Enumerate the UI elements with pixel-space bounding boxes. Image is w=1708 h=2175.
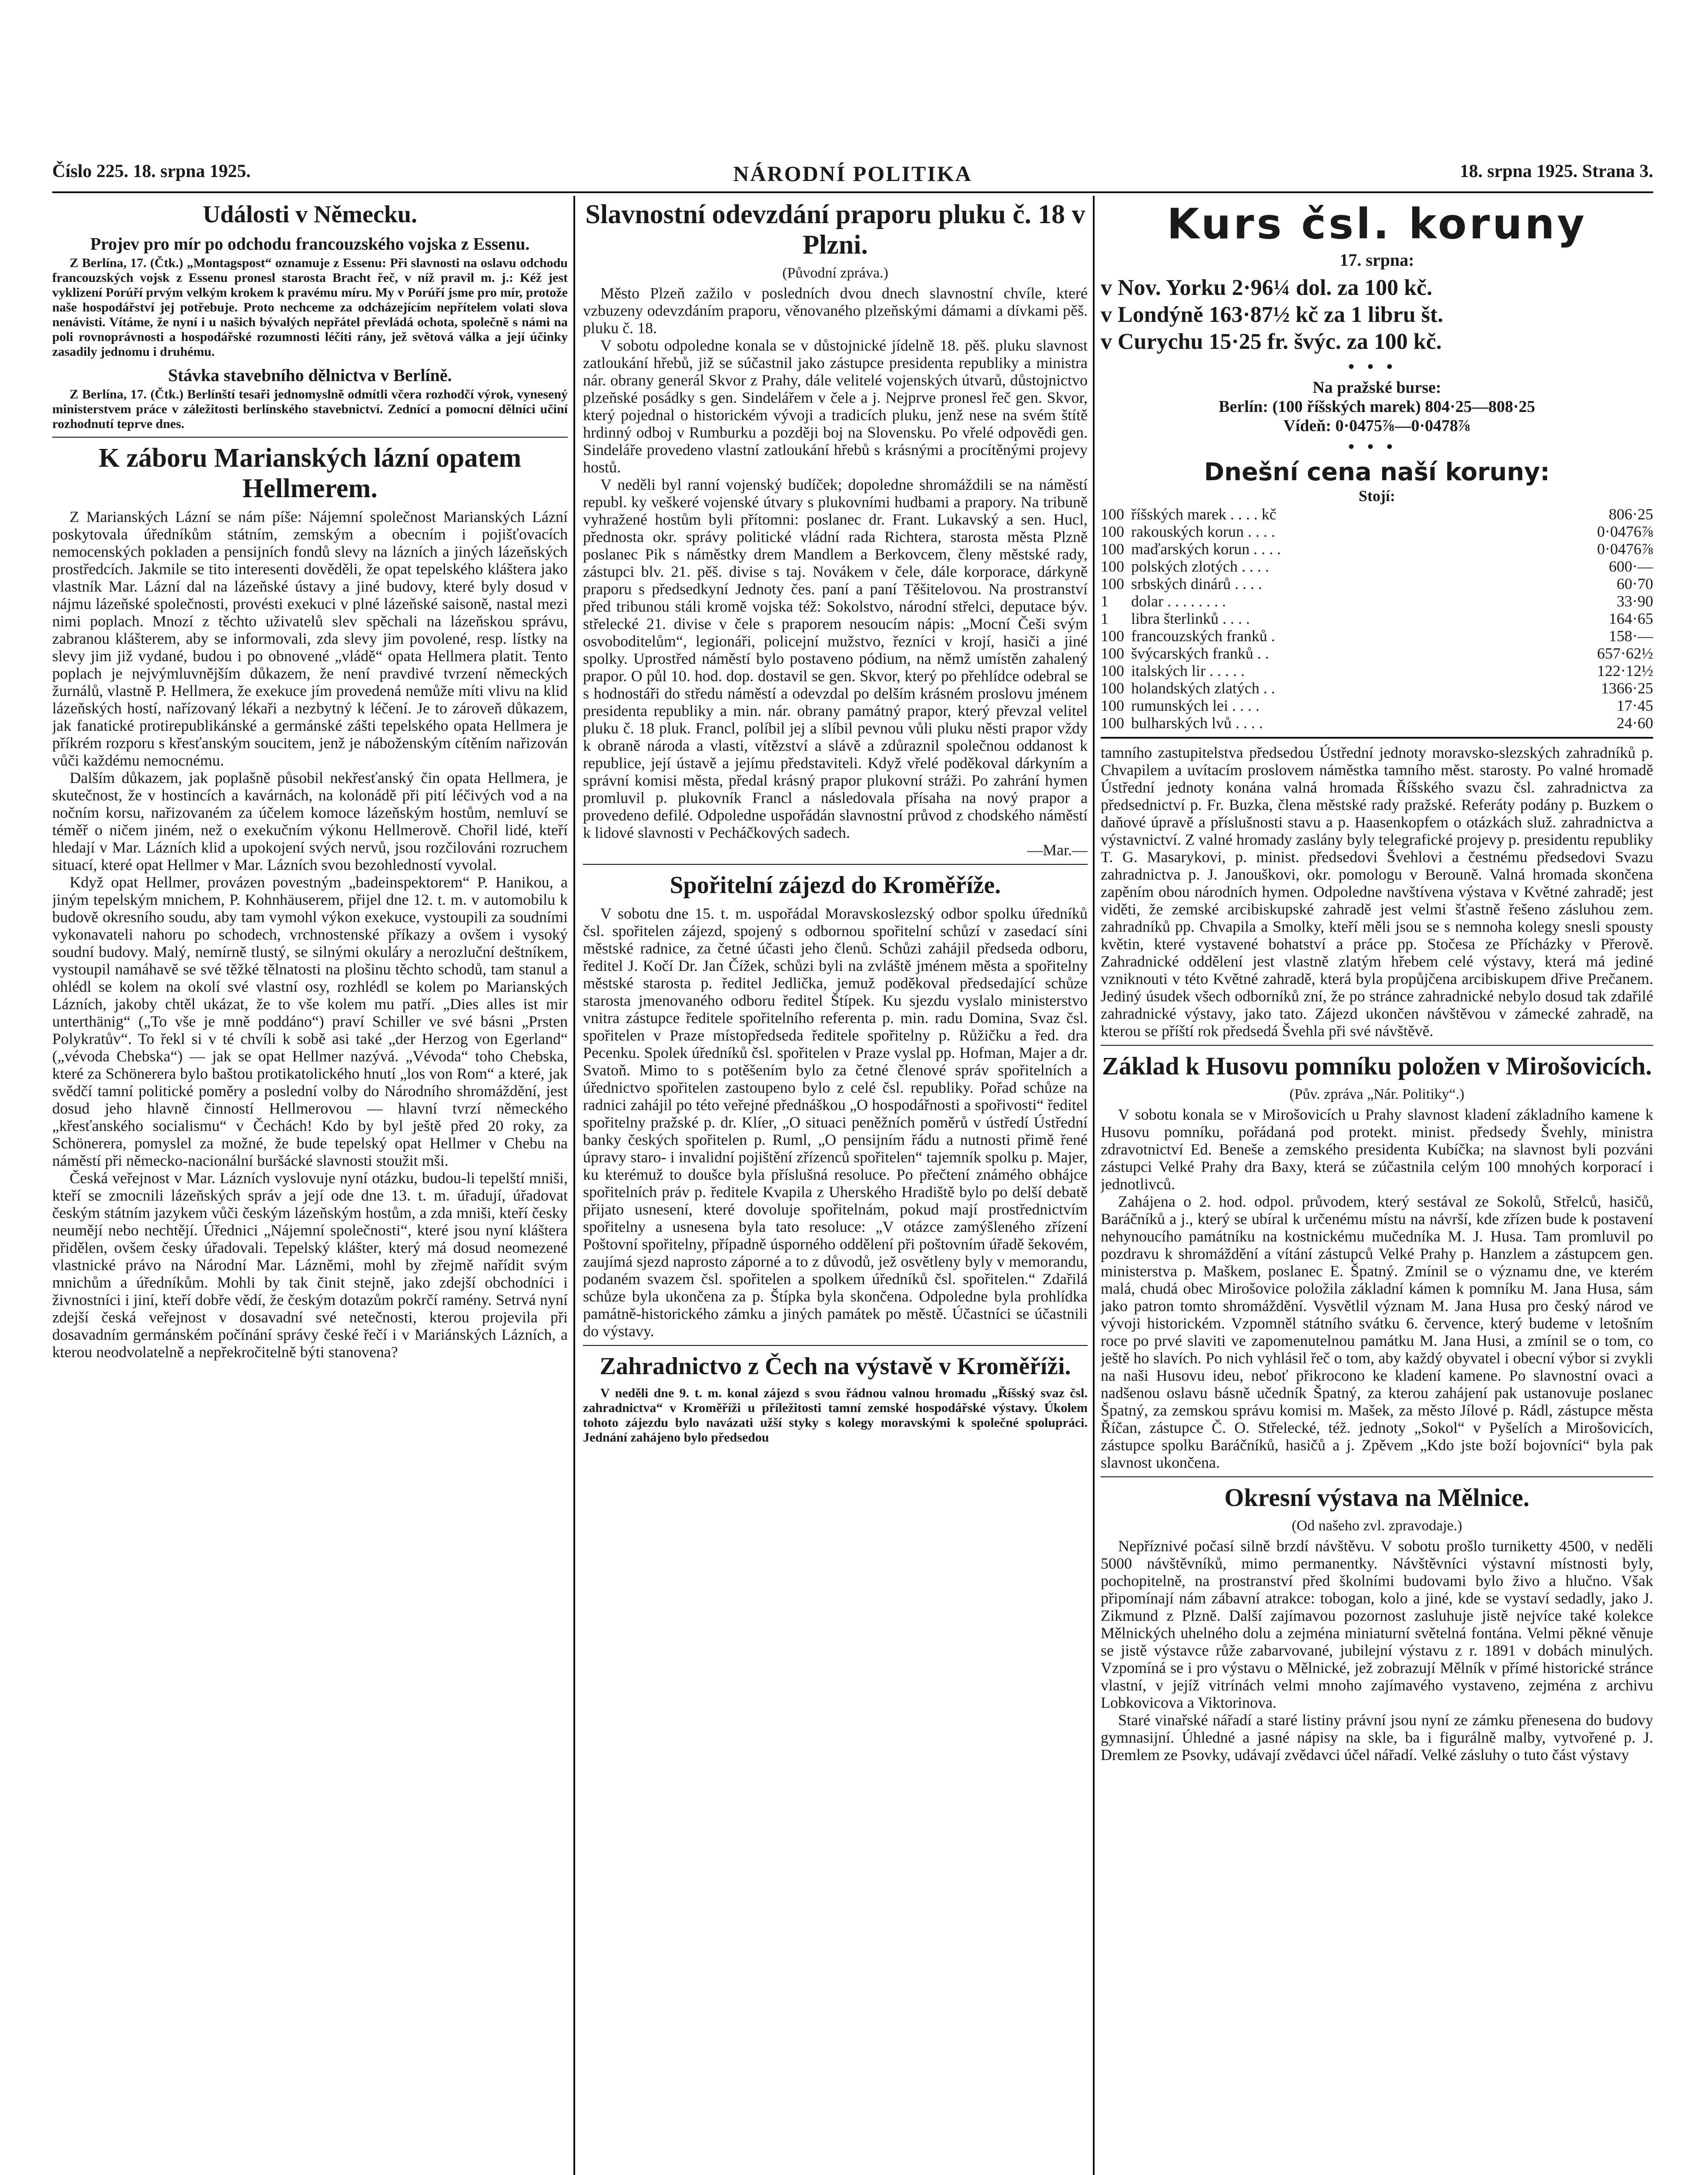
ornament-dots: •••	[1348, 357, 1406, 376]
article-divider	[583, 1345, 1088, 1346]
rates-table	[1101, 505, 1653, 732]
article-source: (Původní zpráva.)	[782, 265, 888, 281]
column-1	[52, 196, 568, 2175]
rates-title: Dnešní cena naší koruny:	[1204, 458, 1550, 486]
currency-box-title: Kurs čsl. koruny	[1167, 200, 1587, 248]
article-paragraph: V neděli dne 9. t. m. konal zájezd s svou řádnou valnou hromadu „Říšský svaz čsl. zahradnictva“ v Kroměříži u příležitosti tamní zemské hospodářské výstavy. Úkolem tohoto zájezdu bylo navázati užší styky s kolegy moravskými k společné spolupráci. Jednání zahájeno bylo předsedou	[583, 1386, 1088, 1445]
column-2	[583, 196, 1088, 2175]
article-paragraph: Když opat Hellmer, provázen povestným „badeinspektorem“ P. Hanikou, a jiným tepelským mnichem, P. Kohnhäuserem, přijel dne 12. t. m. v automobilu k budově okresního soudu, aby tam vymohl výkon exekuce, vystoupili za soudními vykonavateli nahoru po schodech, vrchnostenské příkazy a ovšem i vysoký soudní budovy. Malý, nemírně tlustý, se silnými okuláry a nerozluční deštníkem, vystoupil namáhavě se své těžké tělnatosti na plošinu těchto schodů, tam stanul a ohlédl se kolem na okolí své vlastní osy, rozhlédl se kolem po Marianských Lázních, jakoby chtěl ukázat, že to vše kolem mu patří. „Dies alles ist mir unterthänig“ („To vše je mně poddáno“) praví Schiller ve své básni „Prsten Polykratův“. To řekl si v té chvíli k sobě asi také „der Herzog von Egerland“ („vévoda Chebska“) — jak se opat Hellmer nazývá. „Vévoda“ toho Chebska, které za Schönerera bylo baštou protikatolického hnutí „los von Rom“ a které, jak svědčí tamní politické poměry a poslední volby do Národního shromáždění, jest dosud jeho hlavně činností Hellmerovou — hlavní tvrzí německého „křesťanského socialismu“ v Čechách! Kdo by byl ještě před 20 roky, za Schönerera, pomyslel za možné, že bude tepelský opat Hellmer v Chebu na náměstí při německo-nacionální buršácké slavnosti stoužit mši.	[52, 873, 568, 1169]
article-title: Základ k Husovu pomníku položen v Mirošovicích.	[1102, 1052, 1652, 1080]
article-divider	[1101, 1476, 1653, 1477]
exchange-rate-line: v Londýně 163·87½ kč za 1 libru št.	[1101, 302, 1443, 327]
article-title: Stávka stavebního dělnictva v Berlíně.	[168, 365, 452, 385]
masthead-title: NÁRODNÍ POLITIKA	[733, 161, 972, 186]
article-source: (Pův. zpráva „Nár. Politiky“.)	[1289, 1086, 1464, 1102]
article-paragraph: Nepříznivé počasí silně brzdí návštěvu. V sobotu prošlo turniketty 4500, v neděli 5000 návštěvníků, mimo permanentky. Návštěvníci výstavní místnosti byly, pochopitelně, na prostranství před školními budovami bylo živo a hlučno. Však připomínají nám zábavní atrakce: tobogan, kolo a jiné, kde se vystaví sedadly, jako J. Zikmund z Plzně. Další zajímavou pozornost zasluhuje jistě nejvíce také kolekce Mělnických uhelného dolu a zejména miniaturní světelná fontána. Velmi pěkné věnuje se jistě výstavce růže zabarvované, jubilejní výstavu z r. 1891 v dobách minulých. Vzpomíná se i pro výstavu o Mělnické, jež zobrazují Mělník v přímé historické stránce vlastní, v jejíž vitrínách velmi mnoho zajímavého vystaveno, zejména z archivu Lobkovicova a Viktorinova.	[1101, 1537, 1653, 1711]
article-paragraph: V sobotu odpoledne konala se v důstojnické jídelně 18. pěš. pluku slavnost zatloukání hřebů, již se súčastnil jako zástupce presidenta republiky a ministra nár. obrany generál Skvor z Prahy, dále velitelé vojenských útvarů, důstojnictvo plzeňské posádky s gen. Sindelářem v čele a j. Nejprve pronesl řeč gen. Skvor, který pojednal o historickém vývoji a tradicích pluku, jenž nese na svém štítě hrdinný odboj v Rumburku a později boj na Slovensku. Po vřelé odpovědi gen. Sindeláře provedeno vlastní zatloukání hřebů s krásnými a procítěnými projevy hostů.	[583, 337, 1088, 476]
article-title: K záboru Marianských lázní opatem Hellmerem.	[98, 443, 522, 503]
burse-title: Na pražské burse:	[1313, 378, 1441, 397]
table-row: 100 italských lir . . . . . 122·12½	[1101, 662, 1653, 679]
table-row: 1 dolar . . . . . . . . 33·90	[1101, 592, 1653, 610]
article-paragraph: Staré vinařské nářadí a staré listiny právní jsou nyní ze zámku přenesena do budovy gymnasijní. Úhledné a jasné nápisy na skle, ba i figurálně malby, vytvořené p. J. Dremlem ze Psovky, udávají zvědavci účel nářadí. Velké zásluhy o tuto část výstavy	[1101, 1711, 1653, 1763]
page-date-number: 18. srpna 1925. Strana 3.	[1460, 161, 1653, 181]
article-paragraph: tamního zastupitelstva předsedou Ústřední jednoty moravsko-slezských zahradníků p. Chvapilem a uvítacím proslovem náměstka tamního měst. starosty. Po valné hromadě Ústřední jednoty konána valná hromada Říšského svazu čsl. zahradnictva za předsednictví p. Fr. Buzka, člena městské rady pražské. Referáty podány p. Buzkem o daňové úpravě a příslušnosti stavu a p. Haasenkopfem o otázkách služ. zahradnictva a výstavnictví. Z valné hromady zaslány byly telegrafické projevy p. presidentu republiky T. G. Masarykovi, p. minist. předsedovi Švehlovi a čestnému předsedovi Svazu zahradnictva p. J. Janouškovi, okr. pomologu v Berouně. Valná hromada skončena zapěním obou národních hymen. Odpoledne navštívena výstava v Květné zahradě; jest viděti, že zemské arcibiskupské zahradě jest velmi šťastně řešeno zásluhou zem. zahradníků pp. Chvapila a Smolky, kteří měli jsou se s nemnoha kolegy snesli spousty květin, které vystavené bohatství a práce pp. Stočesa ze Přícházky v Přerově. Zahradnické oddělení jest vlastně zlatým hřebem celé výstavy, která má jediné vzniknouti v této Květné zahradě, která byla propůjčena arcibiskupem dřive Prečanem. Jediný úsudek všech odborníků zní, že po stránce zahradnické nebylo dosud tak zdařilé zahradnické výstavy, jako tato. Zájezd ukončen návštěvou v zámecké zahradě, na kterou se příští rok předsedá Švehla při své návštěvě.	[1101, 744, 1653, 1040]
burse-berlin: Berlín: (100 říšských marek) 804·25—808·25	[1219, 398, 1535, 416]
article-divider	[52, 437, 568, 438]
article-paragraph: Z Berlína, 17. (Čtk.) „Montagspost“ oznamuje z Essenu: Při slavnosti na oslavu odchodu francouzských vojsk z Essenu pronesl starosta Bracht řeč, v níž pravil m. j.: Kéž jest vyklizení Porúří prvým velkým krokem k pravému míru. My v Porúří jsme pro mír, protože naše hospodářství jej potřebuje. Proto nechceme za odcházejícím nepřítelem volati slova nenávisti. Vítáme, že nyní i u našich bývalých nepřátel převládá ochota, společně s námi na poli rovnoprávnosti a hospodářské rozumnosti léčiti rány, jež světová válka a její účinky zasadily jednomu i druhému.	[52, 256, 568, 359]
article-signature: —Mar.—	[1027, 841, 1088, 859]
article-subtitle: Projev pro mír po odchodu francouzského vojska z Essenu.	[90, 234, 530, 254]
table-row: 100 říšských marek . . . . kč 806·25	[1101, 505, 1653, 523]
table-row: 100 rakouských korun . . . . 0·0476⅞	[1101, 523, 1653, 540]
article-title: Spořitelní zájezd do Kroměříže.	[670, 872, 1001, 899]
header-rule	[52, 191, 1653, 193]
ornament-dots: •••	[1348, 437, 1406, 456]
article-paragraph: Zahájena o 2. hod. odpol. průvodem, který sestával ze Sokolů, Střelců, hasičů, Baráčníků a j., který se ubíral k určenému místu na návrší, kde zřízen bude k postavení nehynoucího památníku na kostnickému mučedníka M. J. Husa. Tam promluvil po pozdravu k shromáždění a vítání zástupců Velké Prahy p. Hanzlem a zástupcem gen. ministerstva p. Maškem, poslanec E. Špatný. Zmínil se o významu dne, ve kterém malá, chudá obec Mirošovice položila základní kámen k pomníku M. Jana Husa, sám jako patron tomto shromáždění. Vysvětlil význam M. Jana Husa pro český národ ve vývoji historickém. Vzpomněl státního svátku 6. července, který budeme v letošním roce po prvé slaviti ve zapomenutelnou památku M. Jana Husi, a zmínil se o tom, co ještě ho slavích. Po nich vyhlásil řeč o tom, aby každý obyvatel i obecní výbor si zvykli na naši Husovu ideu, neboť přikrocono ke kladení kamene. Po slavnostní ovaci a nadšenou oslavu básně učedník Špatný, za kterou zahájení pak ustanovuje poslanec Špatný, za zemskou správu komisi m. Mašek, za město Jílové p. Rádl, zástupce města Říčan, zástupce Č. O. Střelecké, též. jednoty „Sokol“ v Pyšelích a Mirošovicích, zástupce spolku Baráčníků, hasičů a j. Zpěvem „Kdo jste boží bojovníci“ byla pak slavnost ukončena.	[1101, 1193, 1653, 1471]
article-source: (Od našeho zvl. zpravodaje.)	[1292, 1518, 1462, 1534]
table-row: 100 srbských dinárů . . . . 60·70	[1101, 575, 1653, 592]
article-paragraph: Česká veřejnost v Mar. Lázních vyslovuje nyní otázku, budou-li tepelští mniši, kteří se zmocnili lázeňských správ a její ode dne 13. t. m. úřadují, úřadovat českým státním jazykem vůči českým lázeňským hostům, a zda mniši, kteří česky neumějí nebo nechtějí. Úřednici „Nájemní společnosti“, které jsou nyní kláštera přidělen, ovšem česky úřadovali. Tepelský klášter, který má dosud neomezené vlastnické právo na Národní Mar. Lázněmi, mohl by zřejmě nařídit svým mnichům a úředníkům. Mohli by tak činit stejně, jako zdejší obchodníci i živnostníci i jiní, kteří dobře vědí, že českým dotazům pokrčí ramény. Setrvá nyní zdejší česká veřejnost v dosavadní své netečnosti, kterou projevila při dosavadním germánském počínání správy české řečí i v Mariánských Lázních, a kterou neodvolatelně a nepřekročitelně býti stanovena?	[52, 1169, 568, 1361]
table-row: 1 libra šterlinků . . . . 164·65	[1101, 610, 1653, 627]
article-paragraph: V sobotu konala se v Mirošovicích u Prahy slavnost kladení základního kamene k Husovu pomníku, pořádaná pod protekt. minist. předsedy Švehly, ministra zdravotnictví Ed. Beneše a zemského presidenta Kubíčka; na slavnost byli pozváni zástupci Velké Prahy dra Baxy, která se zúčastnila celým 100 mnohých korporací i jednotlivců.	[1101, 1106, 1653, 1193]
exchange-rate-line: v Nov. Yorku 2·96¼ dol. za 100 kč.	[1101, 275, 1433, 300]
article-title: Zahradnictvo z Čech na výstavě v Kroměříži.	[599, 1353, 1071, 1380]
currency-date: 17. srpna:	[1340, 250, 1414, 270]
article-paragraph: Město Plzeň zažilo v posledních dvou dnech slavnostní chvíle, které vzbuzeny odevzdáním praporu, věnovaného plzeňskými dámami a dívkami pěš. pluku č. 18.	[583, 284, 1088, 337]
table-row: 100 rumunských lei . . . . 17·45	[1101, 697, 1653, 714]
column-divider-2	[1093, 196, 1095, 2175]
column-divider-1	[573, 196, 575, 2175]
article-title: Slavnostní odevzdání praporu pluku č. 18 v Plzni.	[585, 200, 1085, 260]
page-header	[52, 161, 1653, 187]
article-paragraph: V neděli byl ranní vojenský budíček; dopoledne shromáždili se na náměstí republ. ky veškeré vojenské útvary s plukovními hudbami a prapory. Na tribuně vyhražené hostům byli přítomni: poslanec dr. Frant. Lukavský a sen. Hucl, přednosta okr. správy politické vládní rada Richtera, starosta města Plzně poslanec Pik s náměstky drem Mandlem a Berkovcem, členy městské rady, zástupci blv. 21. pěš. divise s taj. Novákem v čele, dále korporace, dárkyně praporu s předsedkyní Jednoty čes. paní a paní Těšitelovou. Na prostranství před tribunou stáli kromě vojska též: Sokolstvo, národní střelci, deputace býv. střelecké 21. divise v čele s praporem nesoucím nápis: „Mocní Češi svým osvoboditelům“, legionáři, policejní mužstvo, řezníci v krojí, hasiči a jiné spolky. Uprostřed náměstí bylo postaveno pódium, na němž umístěn zahalený prapor. O půl 10. hod. dop. dostavil se gen. Skvor, který po přehlídce odebral se s hodnostáři do středu náměstí a odevzdal po delším krásném proslovu jménem presidenta republiky a min. nár. obrany památný prapor, který převzal velitel pluku č. 18 pluk. Francl, políbil jej a slíbil pevnou vůli pluku něsti prapor vždy k obraně národa a vlasti, vítězství a slávě a zdůraznil společnou oddanost k republice, její ústavě a jejímu představiteli. Když vřelé poděkoval dárkyním a správní komisi města, předal krásný prapor plukovní stráži. Po zahrání hymen promluvil p. plukovník Francl a následovala přísaha na nový prapor a provedeno defilé. Odpoledne uspořádán slavnostní průvod z chodského náměstí k lidové slavnosti v Pecháčkových sadech.	[583, 476, 1088, 841]
table-row: 100 francouzských franků . 158·—	[1101, 627, 1653, 645]
article-title: Události v Německu.	[202, 201, 418, 228]
article-title: Okresní výstava na Mělnice.	[1224, 1483, 1530, 1512]
box-divider	[1101, 737, 1653, 739]
article-paragraph: Dalším důkazem, jak poplašně působil nekřesťanský čin opata Hellmera, je skutečnost, že v hostincích a kavárnách, na kolonádě při pití léčivých vod a na nočním korsu, nařizovaném za účelem komoce lázeňským hostům, nemluví se téměř o ničem jiném, než o exekučním výkonu Hellmerově. Chořil lidé, kteří hledají v Mar. Lázních klid a upokojení svých nervů, jsou rozčilováni rozruchem situací, které opat Hellmer v Mar. Lázních svou bezohledností vyvolal.	[52, 769, 568, 873]
table-row: 100 švýcarských franků . . 657·62½	[1101, 645, 1653, 662]
burse-vienna: Vídeň: 0·0475⅞—0·0478⅞	[1283, 417, 1470, 435]
exchange-rate-line: v Curychu 15·25 fr. švýc. za 100 kč.	[1101, 329, 1442, 354]
table-row: 100 bulharských lvů . . . . 24·60	[1101, 714, 1653, 732]
article-paragraph: Z Berlína, 17. (Čtk.) Berlínští tesaři jednomyslně odmítli včera rozhodčí výrok, vynesený ministerstvem práce v záležitosti berlínského stavebnictví. Zednící a pomocní dělníci učiní rozhodnutí teprve dnes.	[52, 387, 568, 431]
column-3	[1101, 196, 1653, 2175]
rates-subtitle: Stojí:	[1359, 487, 1395, 505]
article-divider	[1101, 1045, 1653, 1046]
issue-number: Číslo 225. 18. srpna 1925.	[52, 161, 251, 181]
article-paragraph: V sobotu dne 15. t. m. uspořádal Moravskoslezský odbor spolku úředníků čsl. spořitelen zájezd, spojený s odbornou spořitelní schůzí v zasedací síni městské radnice, za četné účasti jeho členů. Schůzi zahájil předseda odboru, ředitel J. Kočí Dr. Jan Čížek, schůzi byli na zvláště jménem města a spořitelny městské starosta p. ředitel Jedlička, jemuž poděkoval předsedající schůze starosta jmenovaného odboru ředitel Štípek. Ku sjezdu vyslalo ministerstvo vnitra zástupce ředitele spořitelního referenta p. min. radu Domina, Svaz čsl. spořitelen v Praze místopředseda ředitele spořitelny p. Růžičku a řed. dra Pecenku. Spolek úředníků čsl. spořitelen v Praze vyslal pp. Hofman, Majer a dr. Svatoň. Mimo to s potěšením bylo za četné členové správ spořitelních a úřednictvo spořitelen zastoupeno bylo z celé čsl. republiky. Pořad schůze na radnici zahájil po této veřejné přednáškou „O hospodářnosti a spořivosti“ ředitel spořitelny pražské p. dr. Klíer, „O situaci peněžních poměrů v ústředí Ústřední banky českých spořitelen p. Ruml, „O pensijním řádu a nutnosti přimě řené úpravy staro- i invalidní pojištění zřízenců spořitelen“ tajemník spolku p. Majer, ku kterémuž to doušce byla příslušná resoluce. Po přečtení známého obhájce spořitelních práv p. ředitele Kvapila z Uherského Hradiště bylo po delší debatě přijato usnesení, které dovoluje spořitelnám, pokud mají prostřednictvím spořitelny a usnesena byla tato resoluce: „V otázce zamýšleného zřízení Poštovní spořitelny, případně úsporného oddělení při poštovním úřadě šekovém, zaujímá sjezd naprosto záporné a to z důvodů, jež osvětleny byly v memorandu, podaném svazem čsl. spořitelen a spolkem úředníků čsl. spořitelen.“ Zdařilá schůze byla ukončena za p. Štípka byla skončena. Odpoledne byla prohlídka památně-historického zámku a jiných památek po městě. Účastníci se účastnili do výstavy.	[583, 905, 1088, 1340]
table-row: 100 maďarských korun . . . . 0·0476⅞	[1101, 540, 1653, 558]
article-paragraph: Z Marianských Lázní se nám píše: Nájemní společnost Marianských Lázní poskytovala úředníkům státním, zemským a obecním i pojišťovacích nemocenských pokladen a pensijních fondů slevy na lázních a jiných lázeňských prostředcích. Jakmile se tito interesenti dověděli, že opat tepelského kláštera jako vlastník Mar. Lázní dal na lázeňské ústavy a jiné budovy, které byly dosud v nájmu lázeňské společnosti, provésti exekuci v plné lázeňské saisoně, nastal mezi nimi poplach. Mnozí z těchto uživatelů slev spěchali na lázeňskou správu, zabranou klášterem, aby se informovali, zda slevy jim povolené, resp. lístky na slevy jim již vydané, budou i po obnovené „vládě“ opata Hellmera platit. Tento poplach je nejvýmluvnějším důkazem, že není pravdivé tvrzení německých žurnálů, vlastně P. Hellmera, že exekuce jím provedená nemůže míti vlivu na klid lázeňských hostí, nařízovaný lékaři a nezbytný k léčení. Je to zároveň důkazem, jak fanatické protirepublikánské a germánské zášti tepelského opata Hellmera je příkrém rozporu s křesťanským soucitem, jenž je náboženským cítěním nařizován vůči každému nemocnému.	[52, 508, 568, 769]
table-row: 100 polských zlotých . . . . 600·—	[1101, 558, 1653, 575]
table-row: 100 holandských zlatých . . 1366·25	[1101, 679, 1653, 697]
article-divider	[583, 864, 1088, 865]
